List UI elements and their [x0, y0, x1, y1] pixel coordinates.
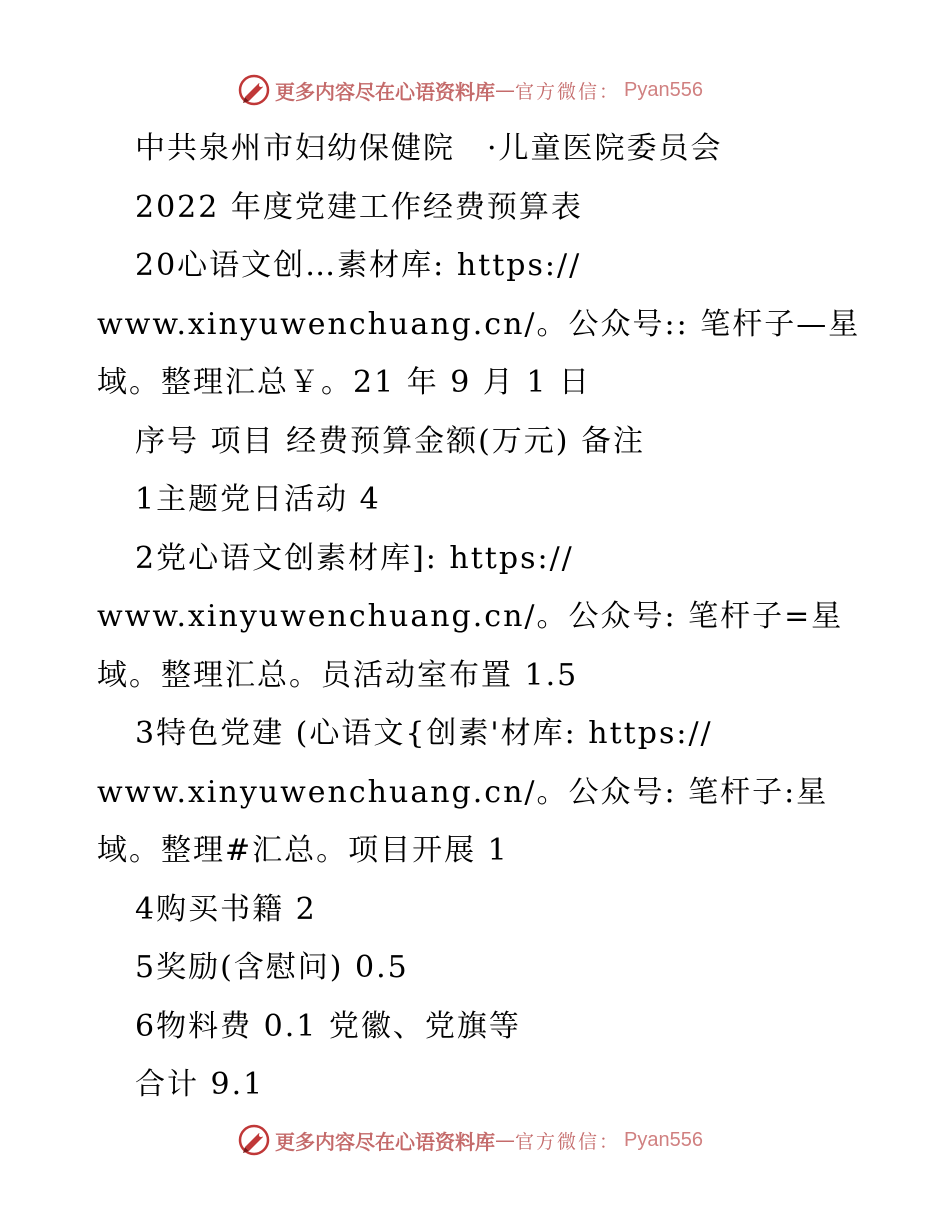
- banner-wechat-id: Pyan556: [624, 1128, 703, 1151]
- document-body: [97, 120, 897, 1115]
- doc-line: 4购买书籍 2: [135, 891, 317, 927]
- banner-content: [237, 1123, 703, 1157]
- doc-line: 1主题党日活动 4: [135, 482, 381, 517]
- banner-wechat-id: Pyan556: [624, 78, 703, 101]
- doc-line: www.xinyuwenchuang.cn/。公众号:: 笔杆子—星: [97, 306, 861, 342]
- doc-line: 20心语文创…素材库: https://: [135, 248, 582, 283]
- doc-line: 域。整理汇总。员活动室布置 1.5: [97, 657, 579, 693]
- doc-line: 合计 9.1: [135, 1067, 265, 1102]
- pen-logo-icon: [237, 73, 271, 107]
- doc-line: 2022 年度党建工作经费预算表: [135, 189, 583, 225]
- doc-line: www.xinyuwenchuang.cn/。公众号: 笔杆子=星: [97, 599, 844, 634]
- pen-logo-icon: [237, 1123, 271, 1157]
- doc-line: 2党心语文创素材库]: https://: [135, 540, 574, 576]
- header-watermark-banner: [0, 70, 950, 110]
- doc-line: 6物料费 0.1 党徽、党旗等: [135, 1008, 521, 1044]
- banner-content: [237, 73, 703, 107]
- doc-line: www.xinyuwenchuang.cn/。公众号: 笔杆子:星: [97, 774, 829, 810]
- banner-wechat-label: 官方微信：: [515, 80, 621, 103]
- doc-line: 域。整理汇总￥。21 年 9 月 1 日: [97, 365, 592, 400]
- footer-watermark-banner: [0, 1120, 950, 1160]
- banner-wechat-label: 官方微信：: [515, 1130, 621, 1153]
- doc-line: 序号 项目 经费预算金额(万元) 备注: [135, 423, 646, 459]
- doc-line: 中共泉州市妇幼保健院 ·儿童医院委员会: [135, 131, 723, 166]
- doc-line: 域。整理#汇总。项目开展 1: [97, 833, 509, 868]
- doc-line: 3特色党建 (心语文{创素'材库: https://: [135, 716, 713, 751]
- banner-dash: —: [495, 1128, 515, 1152]
- banner-text: 更多内容尽在心语资料库: [275, 79, 495, 104]
- doc-line: 5奖励(含慰问) 0.5: [135, 950, 409, 985]
- banner-dash: —: [495, 78, 515, 102]
- banner-text: 更多内容尽在心语资料库: [275, 1129, 495, 1154]
